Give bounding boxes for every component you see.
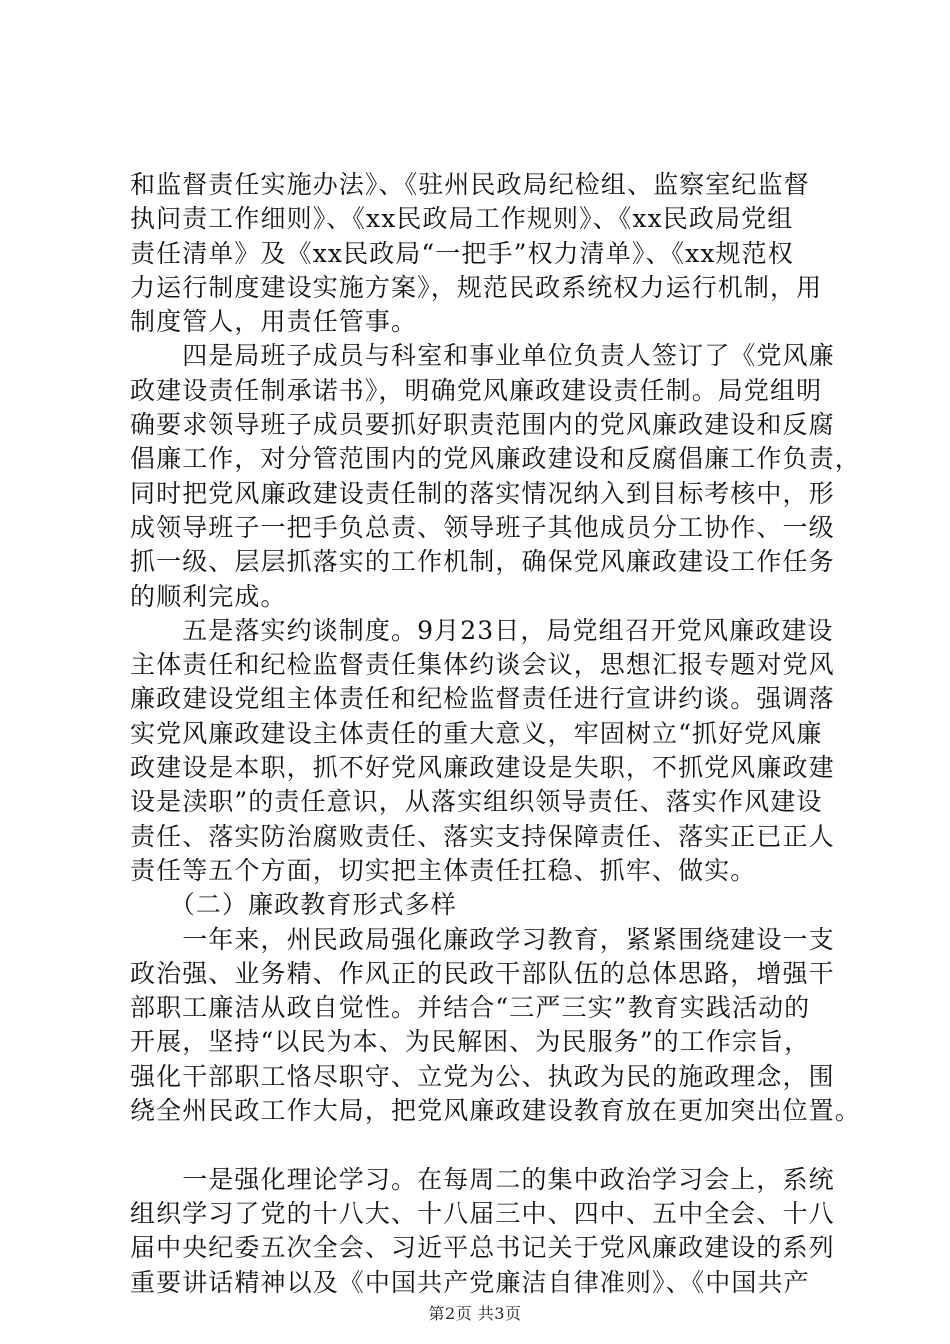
- document-body: [130, 168, 861, 1300]
- text-line: 和监督责任实施办法》、《驻州民政局纪检组、监察室纪监督: [130, 170, 810, 199]
- text-line: 开展，坚持“以民为本、为民解困、为民服务”的工作宗旨，: [130, 1027, 811, 1057]
- text-line: 同时把党风廉政建设责任制的落实情况纳入到目标考核中，形: [130, 478, 835, 508]
- text-line: 实党风廉政建设主体责任的重大意义，牢固树立“抓好党风廉: [130, 718, 823, 748]
- text-line: 的顺利完成。: [130, 581, 287, 611]
- text-line: 力运行制度建设实施方案》，规范民政系统权力运行机制，用: [130, 272, 823, 302]
- text-line: 廉政建设党组主体责任和纪检监督责任进行宣讲约谈。强调落: [130, 684, 835, 714]
- text-line: 重要讲话精神以及《中国共产党廉洁自律准则》、《中国共产: [130, 1267, 810, 1297]
- text-line: 绕全州民政工作大局，把党风廉政建设教育放在更加突出位置。: [130, 1096, 861, 1126]
- text-line: 政建设是本职，抓不好党风廉政建设是失职，不抓党风廉政建: [130, 753, 835, 783]
- text-line: 倡廉工作，对分管范围内的党风廉政建设和反腐倡廉工作负责，: [130, 444, 861, 474]
- text-line: 制度管人，用责任管事。: [130, 307, 418, 337]
- text-line: 抓一级、层层抓落实的工作机制，确保党风廉政建设工作任务: [130, 547, 835, 577]
- blank-line: [130, 1128, 845, 1162]
- text-line: 四是局班子成员与科室和事业单位负责人签订了《党风廉: [130, 341, 835, 371]
- text-line: （二）廉政教育形式多样: [130, 890, 457, 920]
- text-line: 主体责任和纪检监督责任集体约谈会议，思想汇报专题对党风: [130, 650, 835, 680]
- text-line: 责任清单》及《xx民政局“一把手”权力清单》、《xx规范权: [130, 238, 794, 268]
- text-line: 政建设责任制承诺书》，明确党风廉政建设责任制。局党组明: [130, 375, 823, 405]
- text-line: 组织学习了党的十八大、十八届三中、四中、五中全会、十八: [130, 1198, 835, 1228]
- text-line: 部职工廉洁从政自觉性。并结合“三严三实”教育实践活动的: [130, 993, 811, 1023]
- text-line: 成领导班子一把手负总责、领导班子其他成员分工协作、一级: [130, 512, 835, 542]
- text-line: 执问责工作细则》、《xx民政局工作规则》、《xx民政局党组: [130, 204, 794, 234]
- text-line: 设是渎职”的责任意识，从落实组织领导责任、落实作风建设: [130, 787, 823, 817]
- page-footer: 第2页 共3页: [428, 1304, 522, 1323]
- text-line: 强化干部职工恪尽职守、立党为公、执政为民的施政理念，围: [130, 1061, 835, 1091]
- text-line: 政治强、业务精、作风正的民政干部队伍的总体思路，增强干: [130, 958, 835, 988]
- text-line: 责任、落实防治腐败责任、落实支持保障责任、落实正已正人: [130, 821, 835, 851]
- text-line: 确要求领导班子成员要抓好职责范围内的党风廉政建设和反腐: [130, 410, 835, 440]
- text-line: 五是落实约谈制度。9月23日，局党组召开党风廉政建设: [130, 615, 834, 645]
- text-line: 责任等五个方面，切实把主体责任扛稳、抓牢、做实。: [130, 855, 757, 885]
- text-line: 届中央纪委五次全会、习近平总书记关于党风廉政建设的系列: [130, 1233, 835, 1263]
- text-line: 一是强化理论学习。在每周二的集中政治学习会上，系统: [130, 1164, 835, 1194]
- text-line: 一年来，州民政局强化廉政学习教育，紧紧围绕建设一支: [130, 924, 835, 954]
